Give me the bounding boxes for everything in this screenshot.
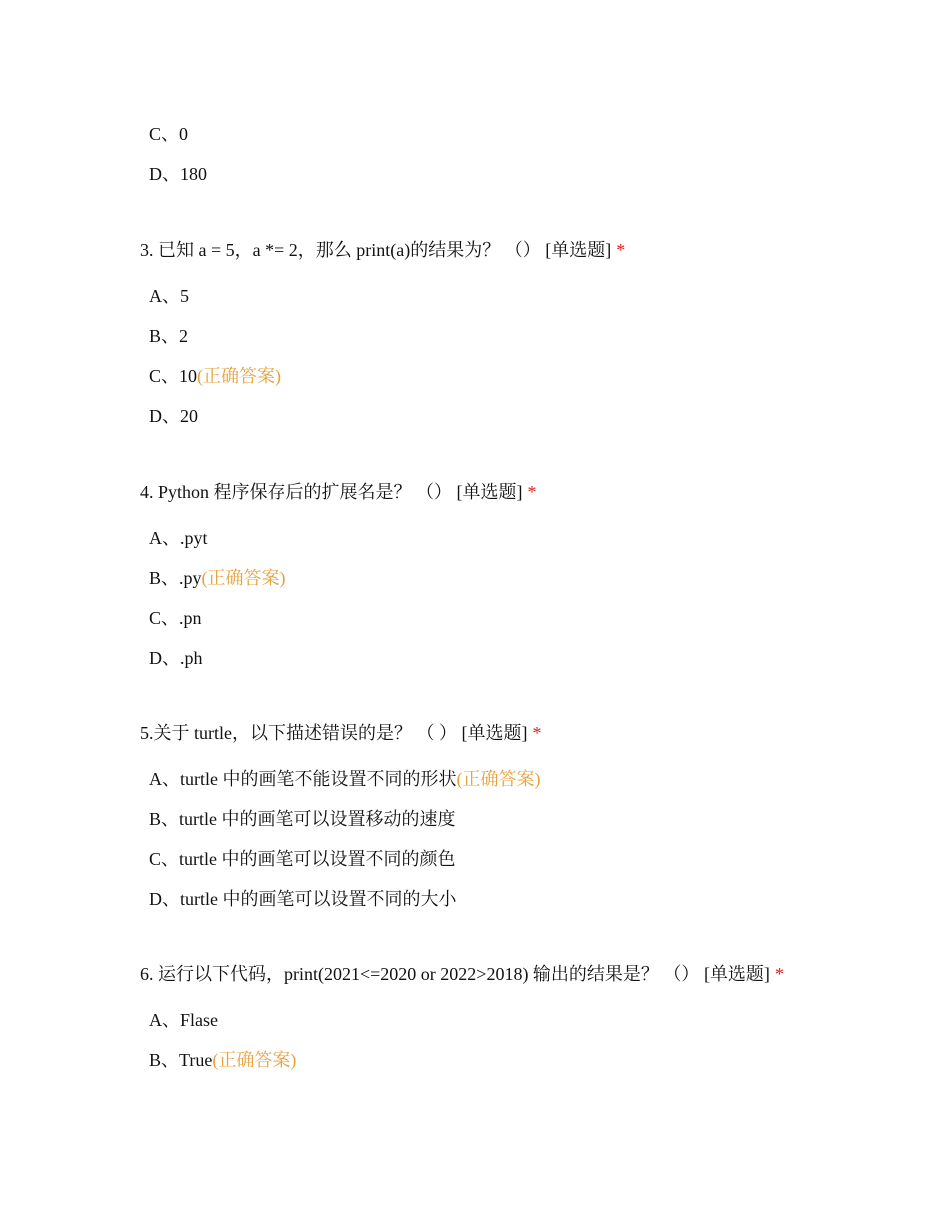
option-d: [149, 887, 542, 927]
option-label: B、.py: [149, 568, 202, 588]
option-c: [149, 606, 537, 646]
option-list: [149, 526, 537, 686]
question-text: 4. Python 程序保存后的扩展名是？ （）: [140, 482, 453, 502]
question-type-tag: [单选题]: [456, 482, 523, 502]
question-text: 6. 运行以下代码，print(2021<=2020 or 2022>2018) 输出的结果是？ （）: [140, 964, 700, 984]
question-text: 5.关于 turtle，以下描述错误的是？ （ ）: [140, 723, 457, 743]
option-d: [149, 162, 207, 202]
question-text: 3. 已知 a = 5，a *= 2，那么 print(a)的结果为？ （）: [140, 240, 541, 260]
option-list: [149, 284, 625, 444]
required-mark: *: [774, 964, 784, 984]
option-d: [149, 646, 537, 686]
question-4: [140, 480, 537, 686]
option-label: D、turtle 中的画笔可以设置不同的大小: [149, 889, 457, 909]
question-3: [140, 238, 625, 444]
option-label: D、20: [149, 406, 198, 426]
option-a: [149, 526, 537, 566]
required-mark: *: [616, 240, 626, 260]
question-6: [140, 962, 784, 1088]
question-title: [140, 238, 625, 262]
option-c: [149, 364, 625, 404]
option-a: [149, 284, 625, 324]
option-b: [149, 324, 625, 364]
option-label: D、180: [149, 164, 207, 184]
question-type-tag: [单选题]: [703, 964, 770, 984]
previous-question-options: [149, 122, 207, 202]
option-label: C、0: [149, 124, 189, 144]
option-list: [149, 767, 542, 927]
option-label: B、turtle 中的画笔可以设置移动的速度: [149, 809, 456, 829]
option-a: [149, 767, 542, 807]
option-label: B、2: [149, 326, 189, 346]
question-type-tag: [单选题]: [545, 240, 612, 260]
option-list: [149, 1008, 784, 1088]
question-5: [140, 721, 542, 927]
option-a: [149, 1008, 784, 1048]
option-label: A、5: [149, 286, 189, 306]
option-d: [149, 404, 625, 444]
correct-answer-marker: (正确答案): [197, 366, 282, 386]
option-label: C、turtle 中的画笔可以设置不同的颜色: [149, 849, 456, 869]
correct-answer-marker: (正确答案): [201, 568, 286, 588]
option-label: D、.ph: [149, 648, 203, 668]
option-label: B、True: [149, 1050, 213, 1070]
question-type-tag: [单选题]: [461, 723, 528, 743]
question-title: [140, 480, 537, 504]
option-label: C、.pn: [149, 608, 202, 628]
required-mark: *: [527, 482, 537, 502]
required-mark: *: [532, 723, 542, 743]
question-title: [140, 962, 784, 986]
option-c: [149, 847, 542, 887]
option-b: [149, 566, 537, 606]
option-b: [149, 1048, 784, 1088]
option-b: [149, 807, 542, 847]
question-title: [140, 721, 542, 745]
option-label: A、turtle 中的画笔不能设置不同的形状: [149, 769, 457, 789]
correct-answer-marker: (正确答案): [456, 769, 541, 789]
option-label: A、Flase: [149, 1010, 218, 1030]
option-label: A、.pyt: [149, 528, 208, 548]
option-c: [149, 122, 207, 162]
correct-answer-marker: (正确答案): [212, 1050, 297, 1070]
option-label: C、10: [149, 366, 198, 386]
